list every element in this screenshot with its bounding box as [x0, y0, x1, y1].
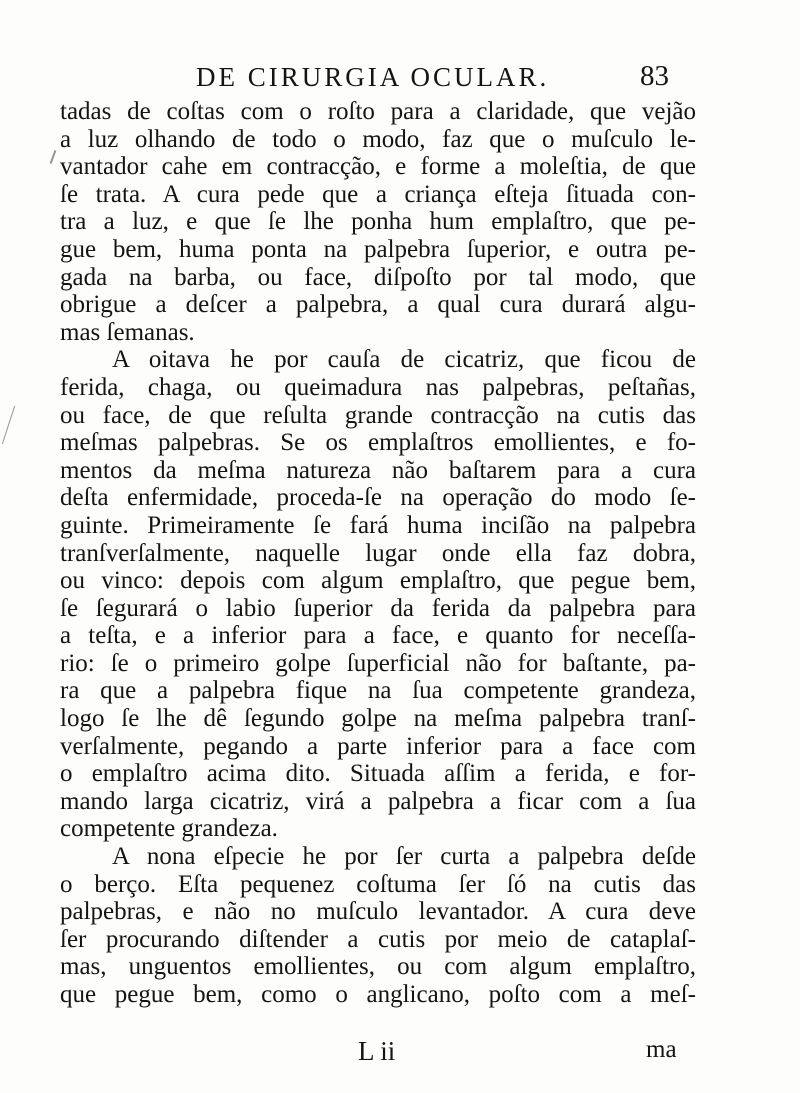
text-line: tadas de coſtas com o roſto para a claridade, que vejão: [60, 98, 696, 125]
text-line: palpebras, e não no muſculo levantador. A cura deve: [60, 898, 696, 926]
catchword: ma: [646, 1036, 677, 1063]
scan-speck: [50, 150, 57, 164]
paragraph-start-line: A nona eſpecie he por ſer curta a palpebra deſde: [112, 843, 696, 871]
paragraph-start-line: A oitava he por cauſa de cicatriz, que ficou de: [112, 346, 696, 374]
text-line: ſe trata. A cura pede que a criança eſteja ſituada con-: [60, 180, 696, 208]
text-line: mando larga cicatriz, virá a palpebra a ficar com a ſua: [60, 787, 696, 815]
text-line: ſe ſegurará o labio ſuperior da ferida da palpebra para: [60, 594, 696, 622]
text-line: gada na barba, ou face, diſpoſto por tal modo, que: [60, 263, 696, 291]
running-head: DE CIRURGIA OCULAR.: [196, 62, 550, 92]
page-footer: [0, 1036, 800, 1068]
text-line: guinte. Primeiramente ſe fará huma inciſão na palpebra: [60, 511, 696, 539]
signature-mark: L ii: [358, 1036, 396, 1066]
text-line: que pegue bem, como o anglicano, poſto com a meſ-: [60, 981, 696, 1008]
text-line: tranſverſalmente, naquelle lugar onde ella faz dobra,: [60, 539, 696, 567]
text-line: ou vinco: depois com algum emplaſtro, que pegue bem,: [60, 567, 696, 595]
paragraph-end-line: mas ſemanas.: [60, 318, 195, 346]
text-line: o berço. Eſta pequenez coſtuma ſer ſó na cutis das: [60, 870, 696, 898]
paragraph-end-line: competente grandeza.: [60, 815, 278, 843]
text-line: rio: ſe o primeiro golpe ſuperficial não for baſtante, pa-: [60, 649, 696, 677]
text-line: ſer procurando diſtender a cutis por meio de cataplaſ-: [60, 925, 696, 953]
text-line: ferida, chaga, ou queimadura nas palpebras, peſtañas,: [60, 373, 696, 401]
text-line: obrigue a deſcer a palpebra, a qual cura durará algu-: [60, 291, 696, 319]
text-line: o emplaſtro acima dito. Situada aſſim a ferida, e for-: [60, 760, 696, 788]
page-header: [0, 60, 800, 100]
text-line: logo ſe lhe dê ſegundo golpe na meſma palpebra tranſ-: [60, 705, 696, 733]
body-text: [60, 98, 696, 1009]
text-line: mas, unguentos emollientes, ou com algum emplaſtro,: [60, 953, 696, 981]
text-line: deſta enfermidade, proceda-ſe na operação do modo ſe-: [60, 484, 696, 512]
text-line: ou face, de que reſulta grande contracção na cutis das: [60, 401, 696, 429]
text-line: a luz olhando de todo o modo, faz que o muſculo le-: [60, 125, 696, 153]
scan-speck: [2, 406, 15, 444]
text-line: vantador cahe em contracção, e forme a moleſtia, de que: [60, 153, 696, 181]
text-line: tra a luz, e que ſe lhe ponha hum emplaſtro, que pe-: [60, 208, 696, 236]
text-line: a teſta, e a inferior para a face, e quanto for neceſſa-: [60, 622, 696, 650]
page-number: 83: [640, 60, 669, 92]
text-line: ra que a palpebra fique na ſua competente grandeza,: [60, 677, 696, 705]
text-line: mentos da meſma natureza não baſtarem para a cura: [60, 456, 696, 484]
text-line: meſmas palpebras. Se os emplaſtros emollientes, e fo-: [60, 429, 696, 457]
text-line: verſalmente, pegando a parte inferior para a face com: [60, 732, 696, 760]
text-line: gue bem, huma ponta na palpebra ſuperior, e outra pe-: [60, 235, 696, 263]
